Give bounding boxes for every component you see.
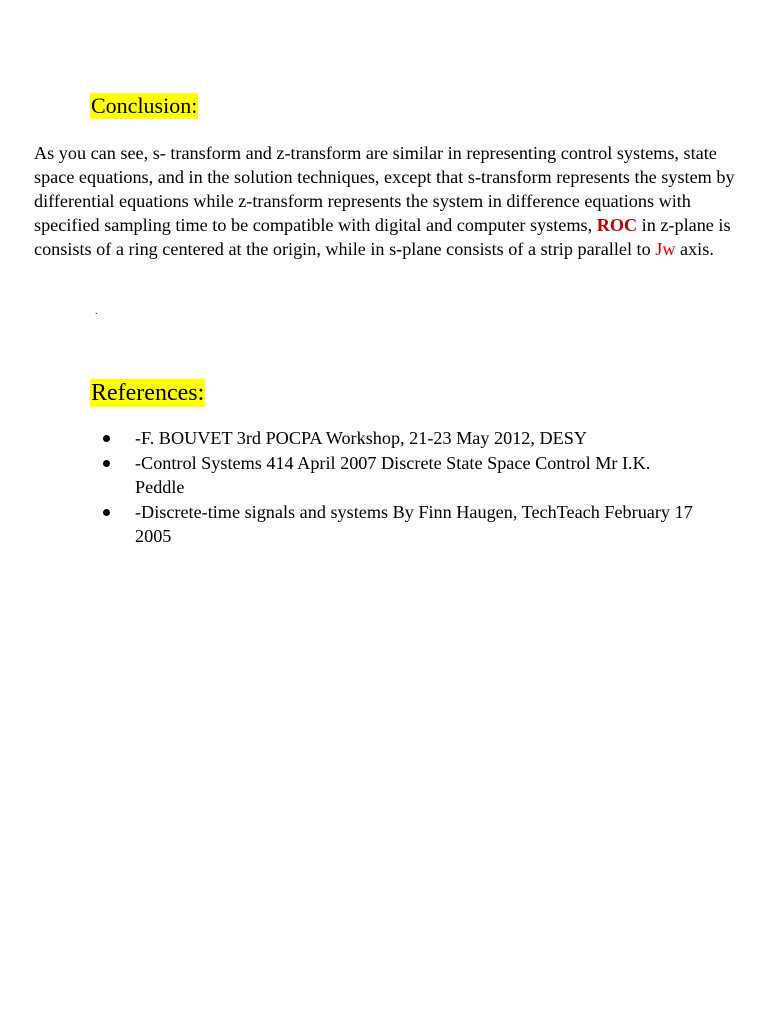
conclusion-text-part1: As you can see, s- transform and z-transform are similar in representing control systems, state space equations, and in the solution techniques, except that s-transform represents the system by differential equations while z-transform represents the system in difference equations with specified sampling time to be compatible with digital and computer systems, — [34, 143, 735, 235]
conclusion-text-part2: in z-plane is consists of a ring centered at the origin, while in s-plane consists of a strip parallel to — [34, 215, 731, 259]
reference-item — [101, 426, 701, 450]
conclusion-text-part3: axis. — [675, 239, 714, 259]
jw-term: Jw — [655, 239, 676, 259]
reference-text: -Discrete-time signals and systems By Finn Haugen, TechTeach February 17 2005 — [135, 502, 693, 546]
bullet-icon — [103, 509, 110, 516]
bullet-icon — [103, 460, 110, 467]
reference-text: -Control Systems 414 April 2007 Discrete State Space Control Mr I.K. Peddle — [135, 453, 651, 497]
reference-item — [101, 500, 701, 548]
stray-dot: . — [95, 306, 98, 317]
roc-term: ROC — [596, 215, 638, 235]
references-list — [101, 426, 701, 549]
reference-text: -F. BOUVET 3rd POCPA Workshop, 21-23 May 2012, DESY — [135, 428, 587, 448]
conclusion-paragraph — [34, 141, 756, 261]
bullet-icon — [103, 435, 110, 442]
conclusion-heading: Conclusion: — [91, 93, 198, 118]
references-heading: References: — [91, 380, 205, 406]
reference-item — [101, 451, 701, 499]
